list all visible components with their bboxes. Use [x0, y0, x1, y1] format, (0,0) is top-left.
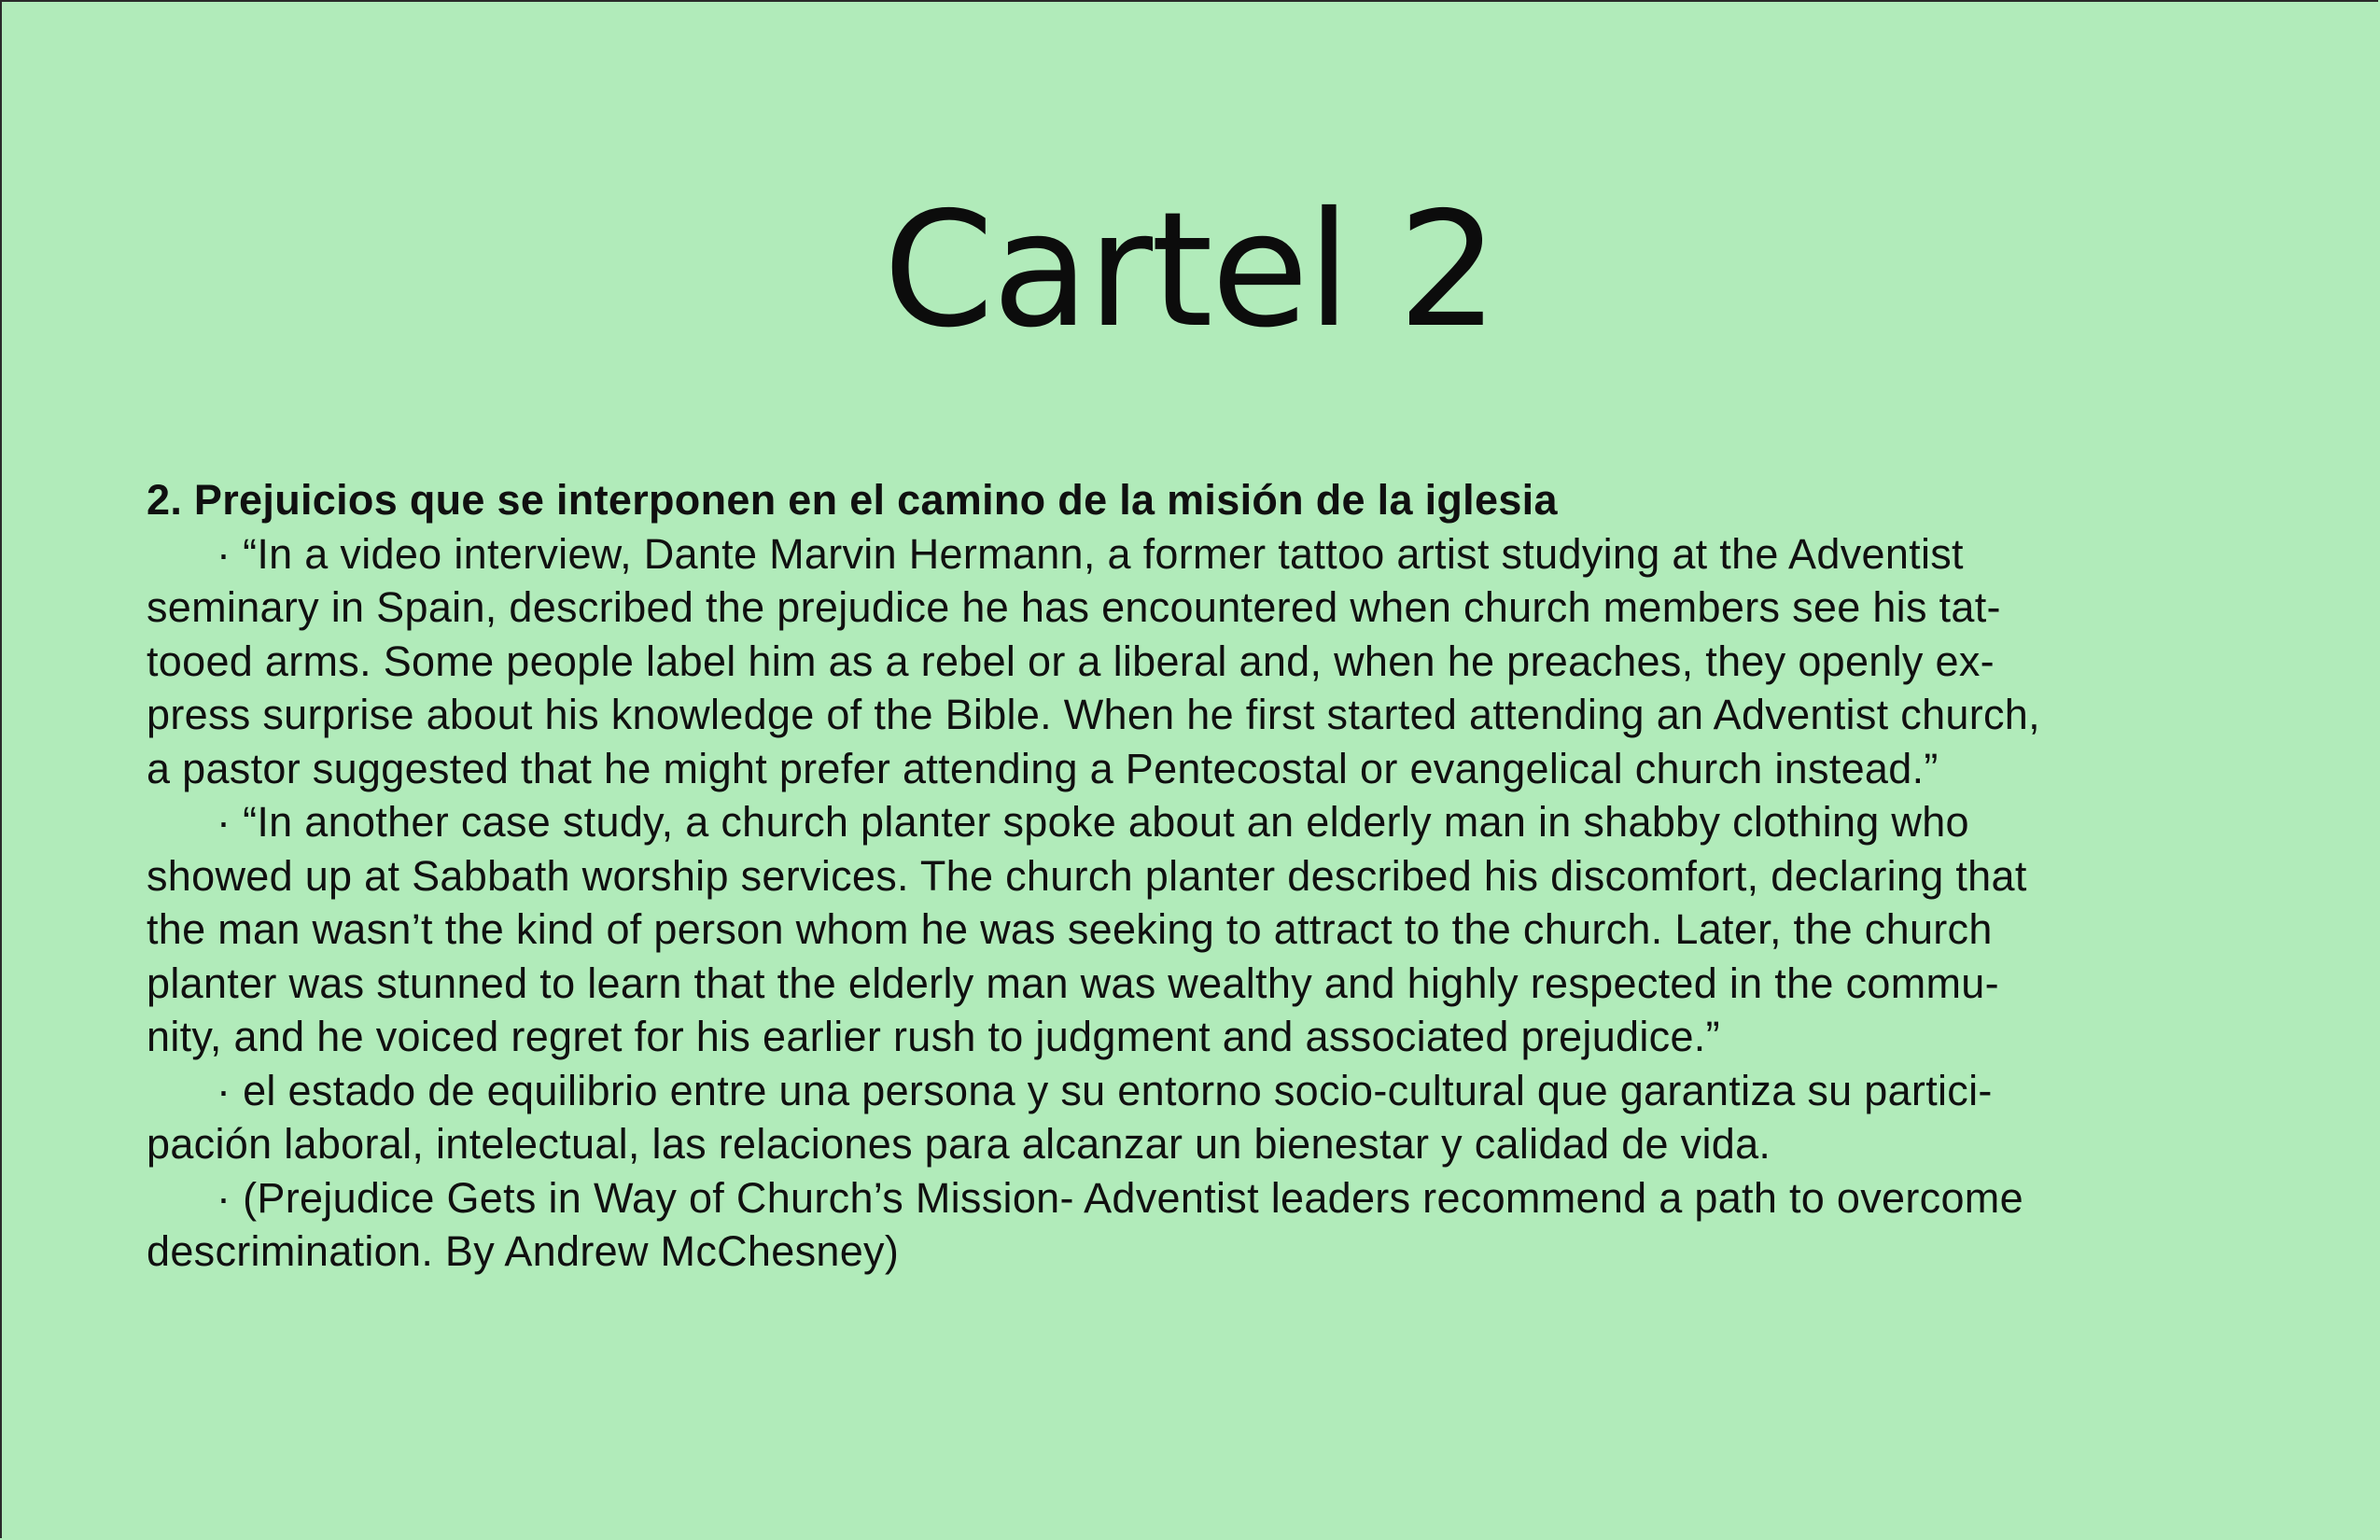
slide-body	[147, 473, 2256, 1279]
text-line: the man wasn’t the kind of person whom he was seeking to attract to the church. Later, the church	[147, 905, 1993, 953]
text-line: pación laboral, intelectual, las relaciones para alcanzar un bienestar y calidad de vida.	[147, 1120, 1771, 1168]
text-line: tooed arms. Some people label him as a rebel or a liberal and, when he preaches, they openly ex-	[147, 637, 1995, 685]
text-line: · “In another case study, a church planter spoke about an elderly man in shabby clothing who	[217, 798, 1969, 846]
text-line: press surprise about his knowledge of the Bible. When he first started attending an Adventist church,	[147, 691, 2040, 738]
text-line: a pastor suggested that he might prefer attending a Pentecostal or evangelical church instead.”	[147, 744, 1939, 792]
slide-title: Cartel 2	[883, 178, 1497, 363]
bullet-paragraph-3	[147, 1064, 2256, 1171]
text-line: · “In a video interview, Dante Marvin Hermann, a former tattoo artist studying at the Adventist	[217, 529, 1964, 578]
text-line: · (Prejudice Gets in Way of Church’s Mission- Adventist leaders recommend a path to overcome	[217, 1173, 2023, 1222]
text-line: seminary in Spain, described the prejudice he has encountered when church members see his tat-	[147, 583, 2001, 631]
text-line: descrimination. By Andrew McChesney)	[147, 1227, 900, 1275]
text-line: · el estado de equilibrio entre una persona y su entorno socio-cultural que garantiza su partici-	[217, 1066, 1993, 1114]
section-heading: 2. Prejuicios que se interponen en el camino de la misión de la iglesia	[147, 476, 1558, 524]
bullet-paragraph-1	[147, 527, 2256, 796]
text-line: planter was stunned to learn that the elderly man was wealthy and highly respected in the commu-	[147, 959, 1999, 1007]
text-line: nity, and he voiced regret for his earlier rush to judgment and associated prejudice.”	[147, 1013, 1720, 1060]
text-line: showed up at Sabbath worship services. The church planter described his discomfort, declaring that	[147, 851, 2027, 900]
bullet-paragraph-2	[147, 795, 2256, 1064]
bullet-paragraph-4	[147, 1171, 2256, 1279]
